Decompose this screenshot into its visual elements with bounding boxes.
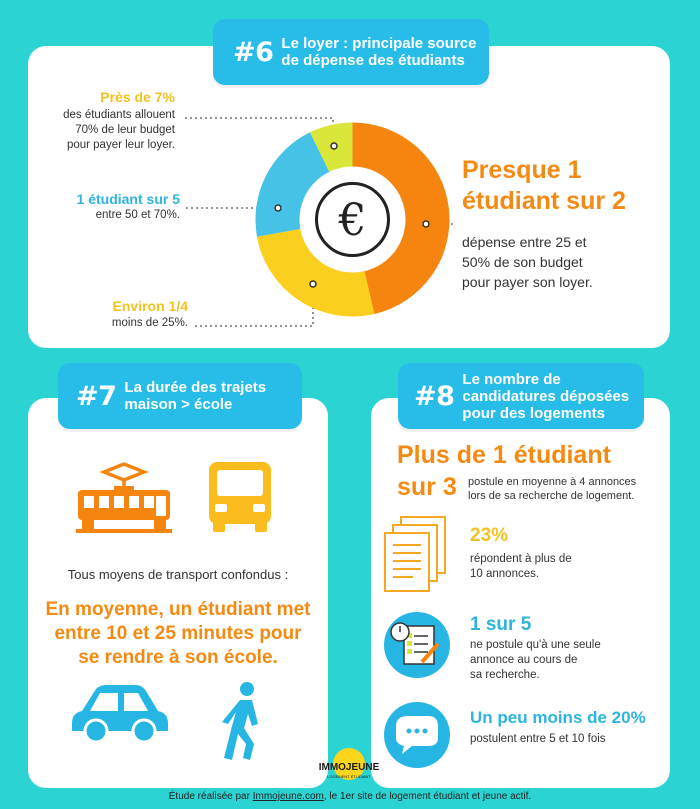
walking-person-icon — [214, 682, 274, 762]
checklist-stopwatch-icon — [382, 610, 452, 680]
stat-23-percent-text: répondent à plus de 10 annonces. — [470, 553, 572, 580]
marker-dot — [275, 205, 281, 211]
marker-dot — [310, 281, 316, 287]
applications-description: postule en moyenne à 4 annonces lors de sa recherche de logement. — [468, 476, 637, 502]
documents-icon — [383, 515, 449, 595]
main-description: dépense entre 25 et 50% de son budget pour payer son loyer. — [462, 234, 593, 290]
stat-quarter-text: moins de 25%. — [111, 317, 188, 329]
section-title: La durée des trajets maison > école — [124, 379, 267, 413]
marker-dot — [423, 221, 429, 227]
stat-1-in-5-apply-highlight: 1 sur 5 — [470, 614, 532, 635]
section-commute-header — [58, 363, 302, 429]
bus-icon — [205, 460, 275, 534]
section-number: #7 — [76, 380, 117, 412]
section-number: #8 — [414, 380, 455, 412]
tram-icon — [74, 462, 174, 534]
stat-1-in-5-highlight: 1 étudiant sur 5 — [76, 191, 180, 207]
main-highlight: Presque 1 étudiant sur 2 — [462, 156, 626, 215]
stat-7-percent-text: des étudiants allouent 70% de leur budget pour payer leur loyer. — [63, 109, 175, 151]
stat-23-percent-highlight: 23% — [470, 525, 509, 546]
logo-text: IMMOJEUNE — [318, 762, 380, 773]
section-title: Le nombre de candidatures déposées pour des logements — [462, 370, 630, 422]
stat-1-in-5-apply-text: ne postule qu'à une seule annonce au cours de sa recherche. — [470, 639, 601, 681]
logo-tagline: LOGEMENT ÉTUDIANT — [327, 774, 371, 779]
stat-1-in-5-text: entre 50 et 70%. — [95, 209, 180, 221]
euro-icon: € — [338, 195, 367, 246]
budget-donut-chart — [255, 122, 450, 317]
stat-20-percent-highlight: Un peu moins de 20% — [470, 708, 646, 727]
transport-subtitle: Tous moyens de transport confondus : — [67, 567, 289, 582]
applications-highlight-line2: sur 3 — [397, 473, 457, 501]
commute-highlight: En moyenne, un étudiant met entre 10 et 25 minutes pour se rendre à son école. — [45, 599, 311, 668]
stat-quarter-highlight: Environ 1/4 — [112, 298, 188, 314]
speech-bubble-icon — [382, 700, 452, 770]
applications-highlight-line1: Plus de 1 étudiant — [397, 441, 611, 469]
car-icon — [70, 683, 170, 745]
section-applications-header — [398, 363, 644, 429]
footer-brand-link[interactable]: Immojeune.com — [252, 791, 324, 802]
section-title: Le loyer : principale source de dépense des étudiants — [281, 35, 477, 69]
footer-credit: Étude réalisée par Immojeune.com, le 1er site de logement étudiant et jeune actif. — [168, 791, 532, 802]
stat-20-percent-text: postulent entre 5 et 10 fois — [470, 733, 606, 745]
section-number: #6 — [233, 36, 274, 68]
marker-dot — [331, 143, 337, 149]
immojeune-logo — [314, 748, 384, 788]
stat-7-percent-highlight: Près de 7% — [100, 89, 175, 105]
